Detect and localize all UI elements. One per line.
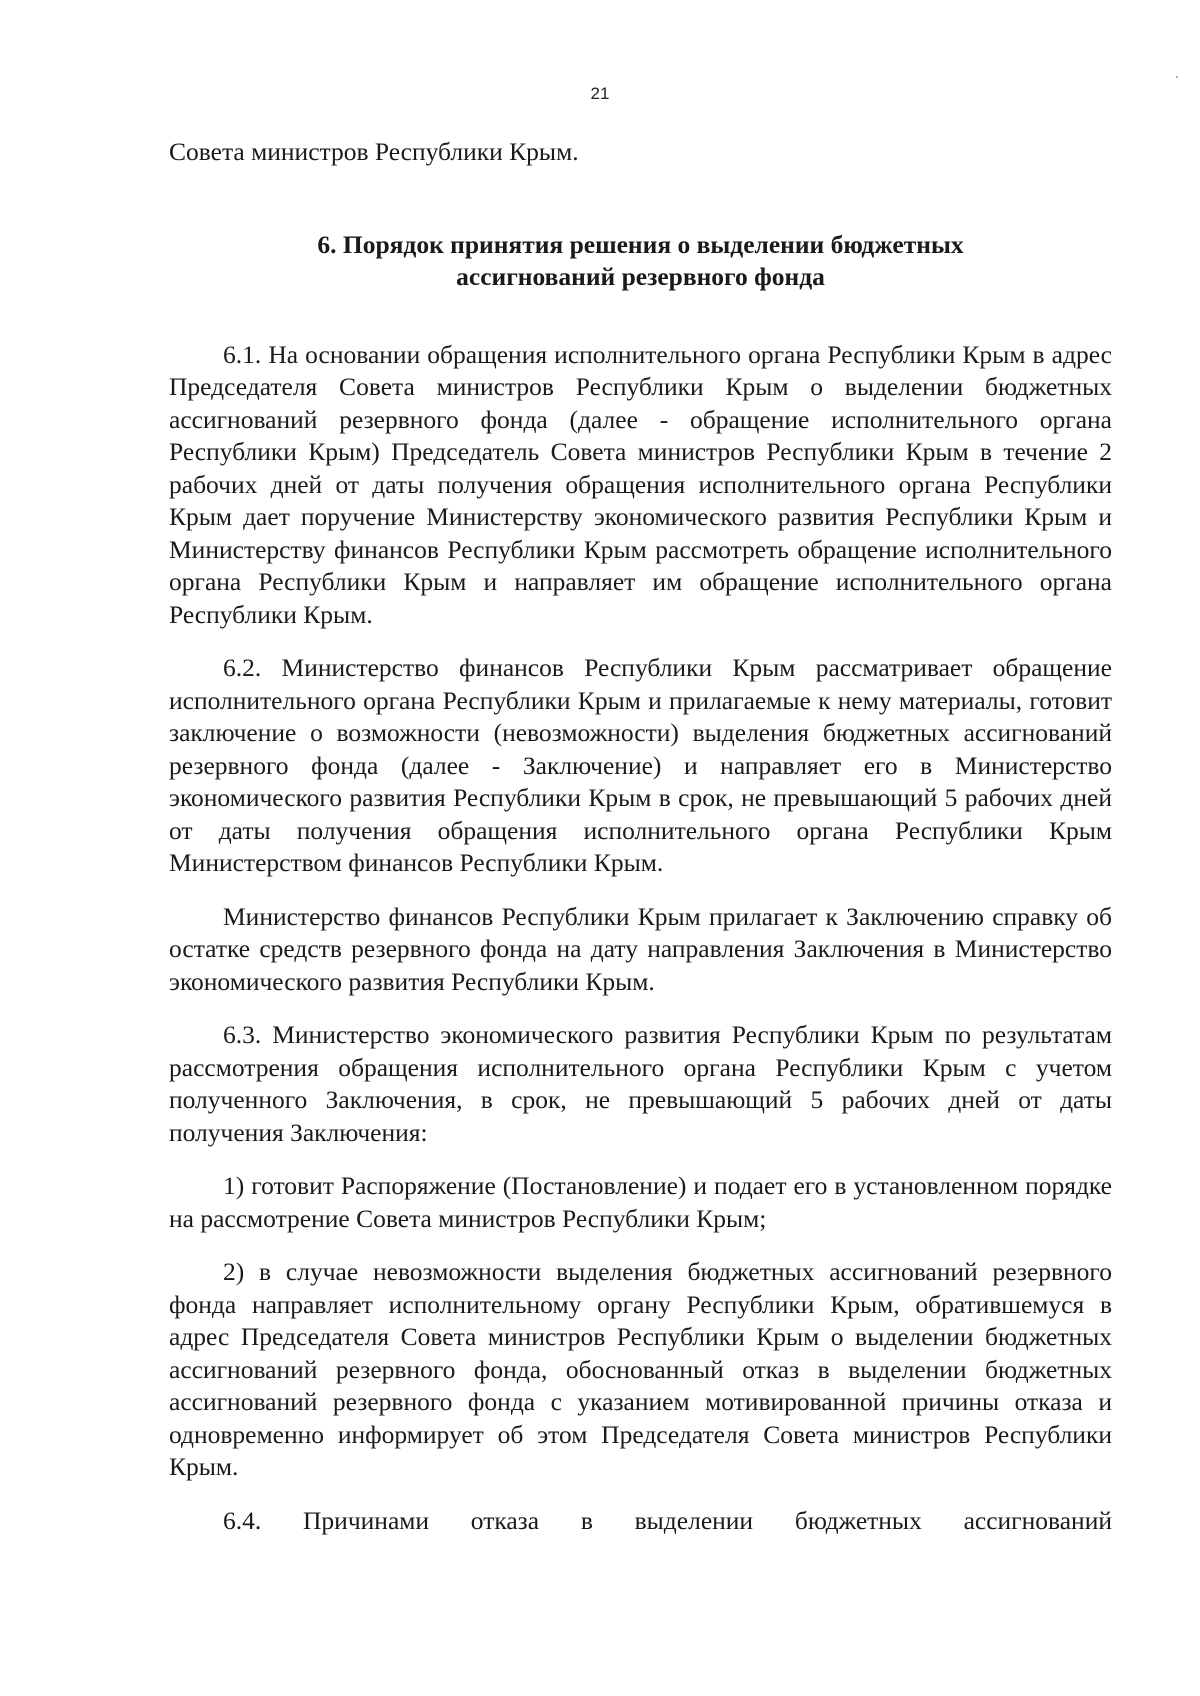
paragraph-6-1: 6.1. На основании обращения исполнительного органа Республики Крым в адрес Председателя Совета министров Республики Крым о выделении бюджетных ассигнований резервного фонда (далее - обращение исполнительного органа Республики Крым) Председатель Совета министров Республики Крым в течение 2 рабочих дней от даты получения обращения исполнительного органа Республики Крым дает поручение Министерству экономического развития Республики Крым и Министерству финансов Республики Крым рассмотреть обращение исполнительного органа Республики Крым и направляет им обращение исполнительного органа Республики Крым. — [169, 339, 1112, 629]
section-heading-line-2: ассигнований резервного фонда — [456, 262, 825, 291]
carried-over-text: Совета министров Республики Крым. — [169, 137, 579, 166]
paragraph-6-4-start: 6.4. Причинами отказа в выделении бюджетных ассигнований — [223, 1505, 1112, 1535]
document-body — [169, 136, 1112, 1558]
paragraph-6-2-appendix: Министерство финансов Республики Крым прилагает к Заключению справку об остатке средств резервного фонда на дату направления Заключения в Министерство экономического развития Республики Крым. — [169, 901, 1112, 996]
scan-speck — [1176, 76, 1178, 78]
section-heading-line-1: 6. Порядок принятия решения о выделении бюджетных — [317, 229, 964, 259]
list-item-1: 1) готовит Распоряжение (Постановление) и подает его в установленном порядке на рассмотрение Совета министров Республики Крым; — [169, 1171, 1112, 1233]
list-item-2: 2) в случае невозможности выделения бюджетных ассигнований резервного фонда направляет исполнительному органу Республики Крым, обратившемуся в адрес Председателя Совета министров Республики Крым о выделении бюджетных ассигнований резервного фонда, обоснованный отказ в выделении бюджетных ассигнований резервного фонда с указанием мотивированной причины отказа и одновременно информирует об этом Председателя Совета министров Республики Крым. — [169, 1257, 1112, 1481]
page-number: 21 — [590, 84, 610, 103]
section-heading — [169, 229, 1112, 294]
paragraph-6-2: 6.2. Министерство финансов Республики Крым рассматривает обращение исполнительного органа Республики Крым и прилагаемые к нему материалы, готовит заключение о возможности (невозможности) выделения бюджетных ассигнований резервного фонда (далее - Заключение) и направляет его в Министерство экономического развития Республики Крым в срок, не превышающий 5 рабочих дней от даты получения обращения исполнительного органа Республики Крым Министерством финансов Республики Крым. — [169, 653, 1112, 877]
paragraph-6-3: 6.3. Министерство экономического развития Республики Крым по результатам рассмотрения обращения исполнительного органа Республики Крым с учетом полученного Заключения, в срок, не превышающий 5 рабочих дней от даты получения Заключения: — [169, 1020, 1112, 1147]
